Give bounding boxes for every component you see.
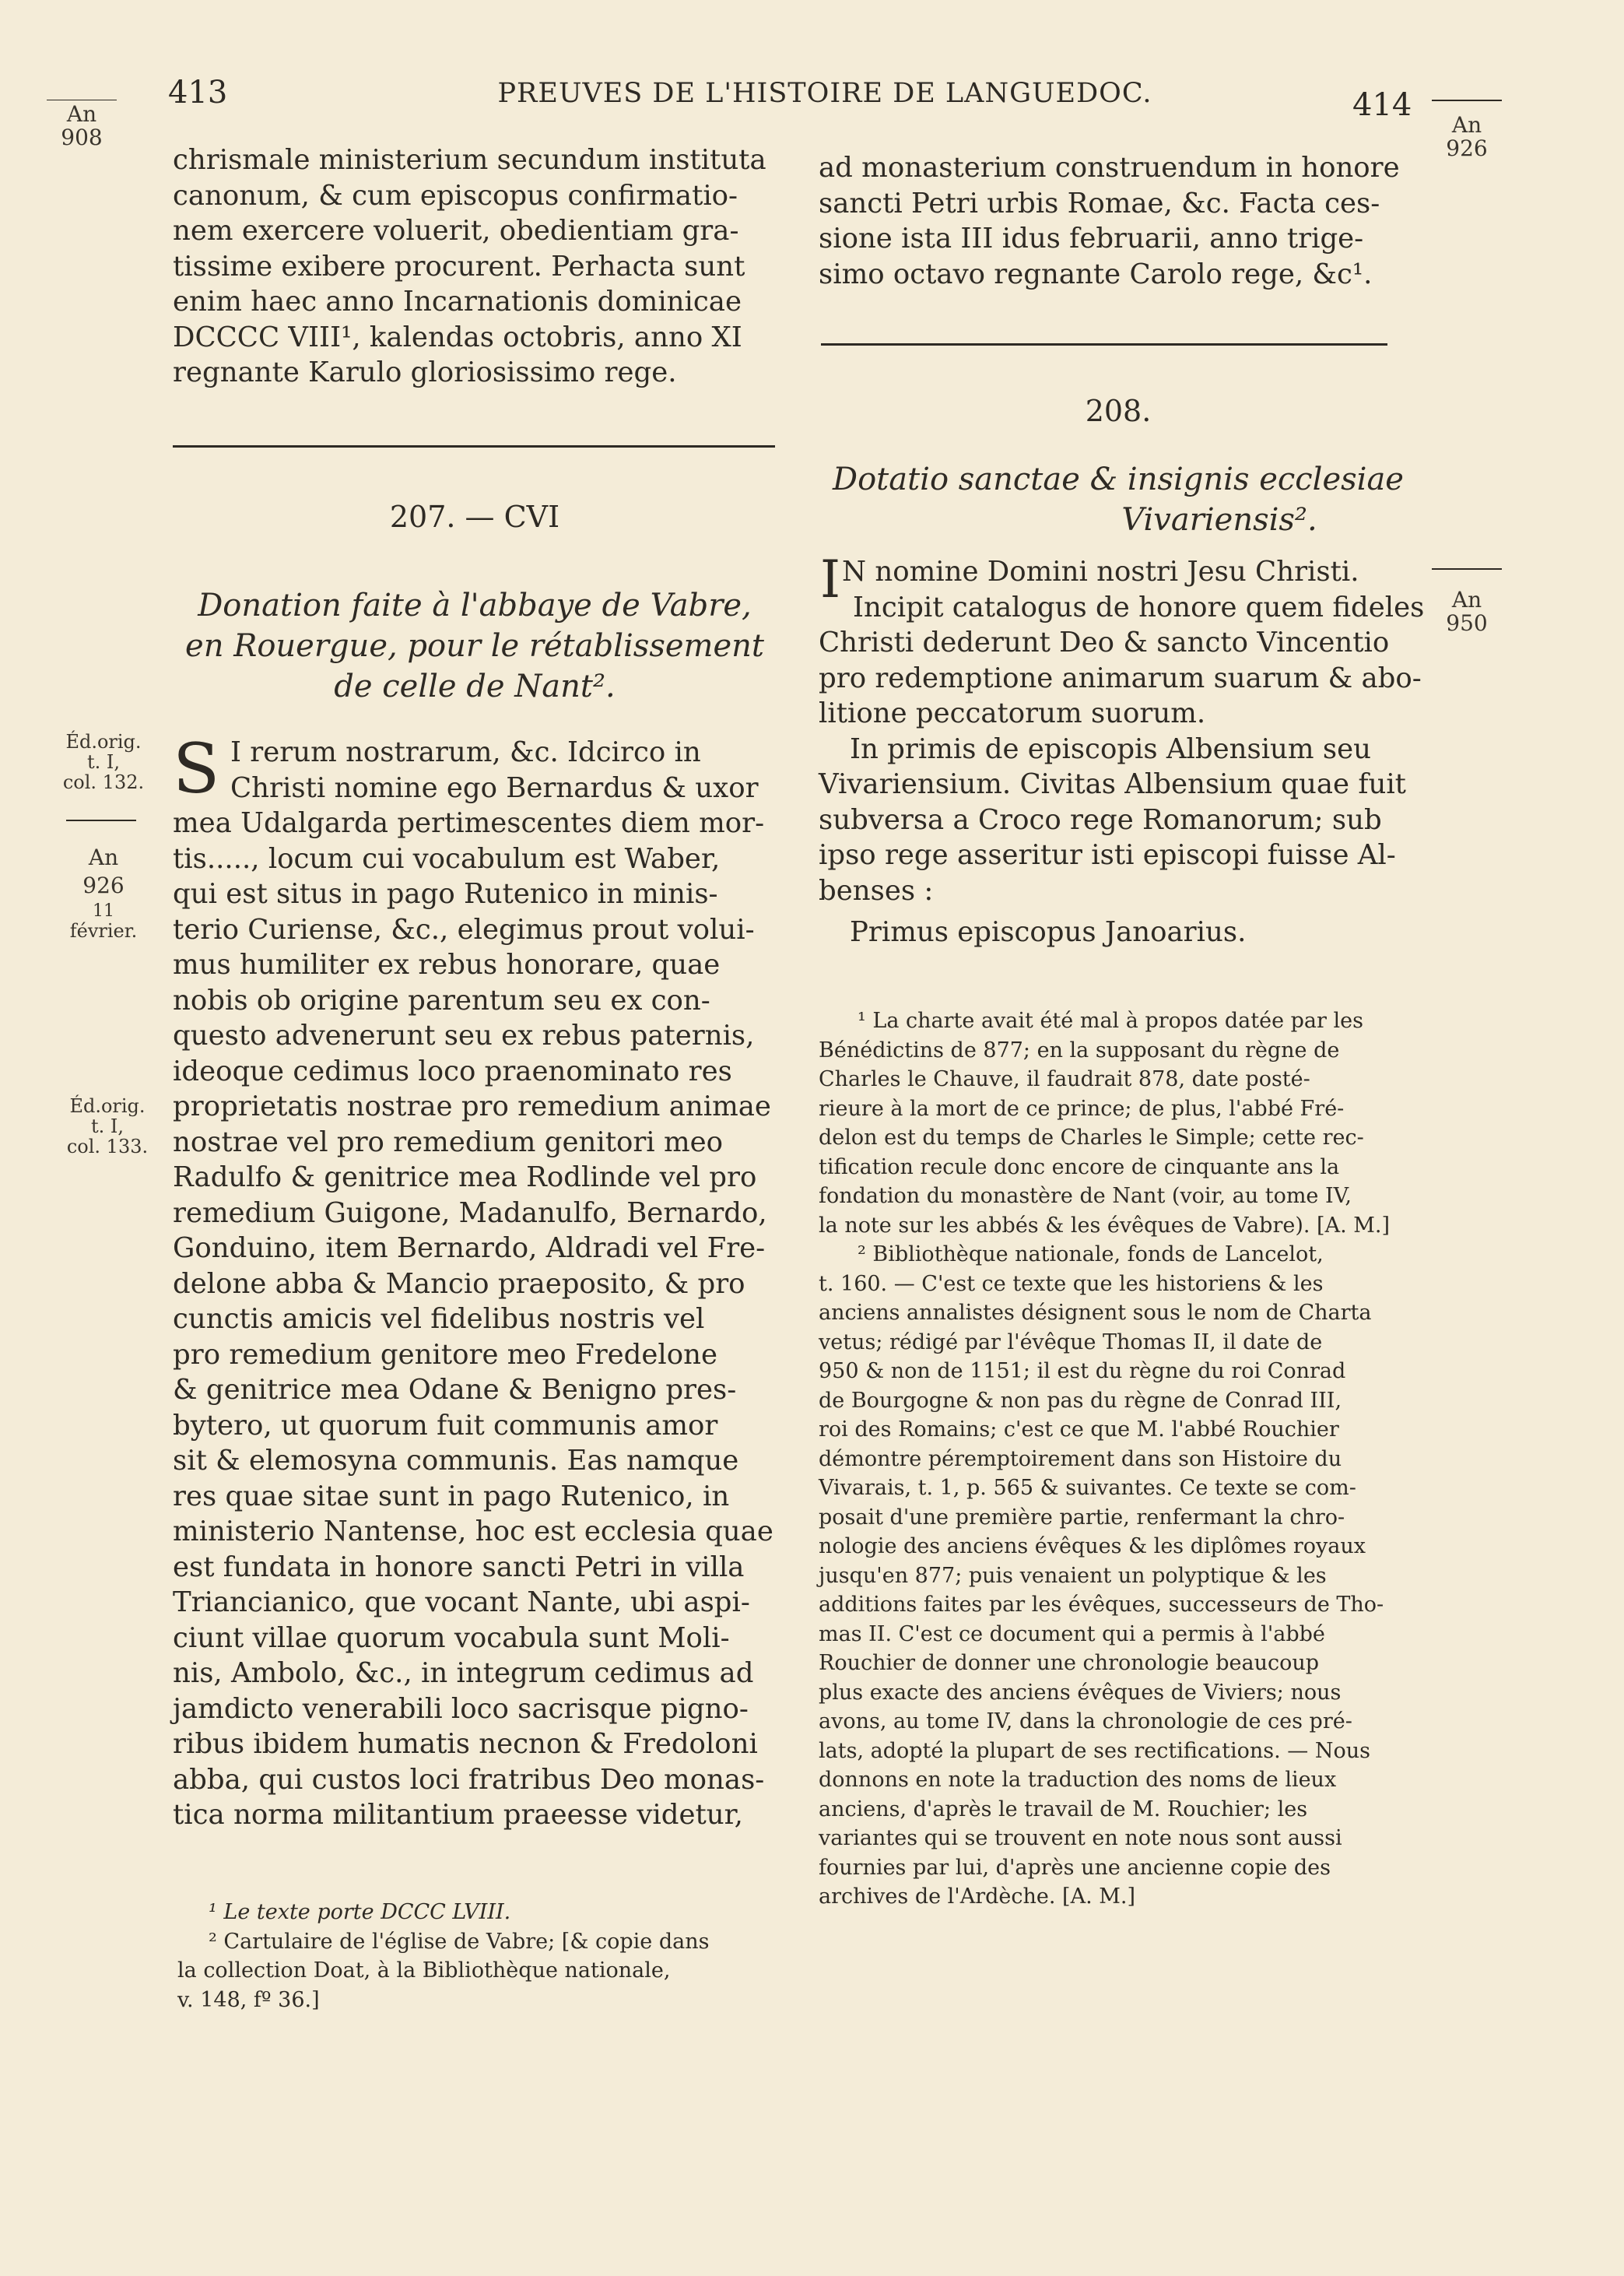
text-line: nis, Ambolo, &c., in integrum cedimus ad: [173, 1657, 754, 1689]
margin-an-label: An: [88, 845, 119, 870]
text-line: DCCCC VIII¹, kalendas octobris, anno XI: [173, 321, 742, 353]
margin-year: 950: [1446, 610, 1488, 636]
text-line: & genitrice mea Odane & Benigno pres-: [173, 1374, 737, 1406]
footnote-line: additions faites par les évêques, successeurs de Tho-: [819, 1593, 1384, 1617]
footnote-line: mas II. C'est ce document qui a permis à l'abbé: [819, 1621, 1325, 1646]
text-line: ad monasterium construendum in honore: [819, 152, 1400, 184]
text-line: tissime exibere procurent. Perhacta sunt: [173, 250, 745, 283]
margin-an-label: An: [1451, 112, 1482, 138]
left-intro-text: [173, 142, 777, 391]
footnote-line: variantes qui se trouvent en note nous sont aussi: [819, 1826, 1342, 1850]
title-line: Dotatio sanctae & insignis ecclesiae: [833, 462, 1404, 497]
text-line: I rerum nostrarum, &c. Idcirco in: [230, 736, 701, 768]
footnote-line: v. 148, fº 36.]: [177, 1987, 320, 2012]
text-line: enim haec anno Incarnationis dominicae: [173, 286, 742, 318]
text-line: pro remedium genitore meo Fredelone: [173, 1338, 718, 1371]
text-line: sit & elemosyna communis. Eas namque: [173, 1445, 739, 1477]
title-line: Donation faite à l'abbaye de Vabre,: [198, 588, 752, 623]
margin-edition-ref-2: [61, 1096, 154, 1157]
footnote-line: ² Bibliothèque nationale, fonds de Lancelot,: [858, 1242, 1324, 1266]
footnote-line: avons, au tome IV, dans la chronologie de ces pré-: [819, 1709, 1352, 1733]
title-line: Vivariensis².: [1121, 502, 1317, 538]
text-line: ministerio Nantense, hoc est ecclesia quae: [173, 1516, 773, 1547]
text-line: tis....., locum cui vocabulum est Waber,: [173, 842, 721, 875]
margin-ed-line: t. I,: [90, 1115, 124, 1137]
footnote-line: anciens, d'après le travail de M. Rouchier; les: [819, 1797, 1308, 1821]
footnote-line: Bénédictins de 877; en la supposant du règne de: [819, 1038, 1340, 1062]
margin-an-label: An: [1451, 587, 1482, 613]
margin-rule-right-top: [1432, 100, 1502, 101]
text-line: N nomine Domini nostri Jesu Christi.: [842, 556, 1359, 588]
left-page-number: 413: [168, 75, 228, 111]
text-line: sancti Petri urbis Romae, &c. Facta ces-: [819, 187, 1380, 220]
text-line: jamdicto venerabili loco sacrisque pigno-: [173, 1692, 749, 1725]
footnote-line: 950 & non de 1151; il est du règne du roi Conrad: [819, 1359, 1346, 1383]
section-divider-left: [173, 445, 775, 448]
text-line: Triancianico, que vocant Nante, ubi aspi-: [173, 1586, 750, 1618]
text-line: nem exercere voluerit, obedientiam gra-: [173, 215, 739, 247]
footnote-line: la note sur les abbés & les évêques de Vabre). [A. M.]: [819, 1213, 1390, 1238]
footnote-line: archives de l'Ardèche. [A. M.]: [819, 1884, 1136, 1909]
text-line: questo advenerunt seu ex rebus paternis,: [173, 1020, 755, 1052]
right-page-number: 414: [1352, 87, 1412, 123]
margin-year-left-top: [47, 103, 117, 149]
text-line: est fundata in honore sancti Petri in villa: [173, 1551, 745, 1583]
text-line: ideoque cedimus loco praenominato res: [173, 1055, 732, 1087]
footnote-line: ¹ Le texte porte DCCC LVIII.: [209, 1900, 511, 1924]
footnote-line: anciens annalistes désignent sous le nom de Charta: [819, 1301, 1372, 1325]
footnote-line: plus exacte des anciens évêques de Viviers; nous: [819, 1680, 1342, 1705]
margin-year-right-top: [1432, 114, 1502, 160]
text-line: litione peccatorum suorum.: [819, 697, 1206, 729]
margin-year: 926: [1446, 135, 1488, 161]
left-body-text: [173, 729, 777, 1833]
text-line: nostrae vel pro remedium genitori meo: [173, 1126, 723, 1158]
document-title-207: [173, 585, 777, 707]
footnote-line: jusqu'en 877; puis venaient un polyptique & les: [819, 1563, 1327, 1588]
margin-an-label: An: [66, 101, 97, 127]
text-line: simo octavo regnante Carolo rege, &c¹.: [819, 258, 1373, 290]
right-intro-text: [819, 150, 1418, 292]
footnote-line: delon est du temps de Charles le Simple; cette rec-: [819, 1126, 1364, 1150]
text-line: qui est situs in pago Rutenico in minis-: [173, 878, 718, 910]
text-line: bytero, ut quorum fuit communis amor: [173, 1409, 718, 1442]
margin-year-left-926: [61, 846, 146, 941]
footnote-line: vetus; rédigé par l'évêque Thomas II, il date de: [819, 1329, 1323, 1354]
text-line: res quae sitae sunt in pago Rutenico, in: [173, 1480, 730, 1512]
text-line: Gonduino, item Bernardo, Aldradi vel Fre-: [173, 1232, 766, 1264]
footnote-line: Charles le Chauve, il faudrait 878, date posté-: [819, 1067, 1310, 1091]
margin-ed-line: Éd.orig.: [69, 1095, 146, 1117]
text-line: chrismale ministerium secundum instituta: [173, 144, 766, 176]
footnote-line: la collection Doat, à la Bibliothèque nationale,: [177, 1958, 671, 1983]
margin-month: février.: [69, 920, 138, 942]
section-divider-right: [821, 343, 1387, 346]
dropcap-s: S: [173, 729, 220, 809]
footnote-line: Vivarais, t. 1, p. 565 & suivantes. Ce texte se com-: [819, 1476, 1356, 1500]
right-footnotes: [819, 1006, 1418, 1912]
footnote-line: nologie des anciens évêques & les diplômes royaux: [819, 1534, 1366, 1558]
title-line: en Rouergue, pour le rétablissement: [185, 628, 764, 664]
text-line: remedium Guigone, Madanulfo, Bernardo,: [173, 1196, 767, 1229]
text-line: canonum, & cum episcopus confirmatio-: [173, 179, 738, 212]
text-line: benses :: [819, 874, 934, 907]
footnote-line: fondation du monastère de Nant (voir, au tome IV,: [819, 1184, 1352, 1208]
footnote-line: de Bourgogne & non pas du règne de Conrad III,: [819, 1388, 1342, 1413]
footnote-line: t. 160. — C'est ce texte que les historiens & les: [819, 1271, 1324, 1296]
footnote-line: ² Cartulaire de l'église de Vabre; [& copie dans: [209, 1929, 710, 1954]
dropcap-i: I: [820, 550, 841, 609]
text-line: delone abba & Mancio praeposito, & pro: [173, 1267, 745, 1300]
document-number-207: 207. — CVI: [389, 500, 560, 534]
footnote-line: fournies par lui, d'après une ancienne copie des: [819, 1855, 1331, 1880]
text-line: mea Udalgarda pertimescentes diem mor-: [173, 807, 765, 839]
text-line: subversa a Croco rege Romanorum; sub: [819, 803, 1382, 836]
text-line: proprietatis nostrae pro remedium animae: [173, 1091, 771, 1122]
margin-ed-line: t. I,: [86, 751, 120, 773]
footnote-line: posait d'une première partie, renfermant la chro-: [819, 1505, 1345, 1530]
text-line: Christi dederunt Deo & sancto Vincentio: [819, 627, 1390, 659]
text-line: tica norma militantium praeesse videtur,: [173, 1799, 743, 1831]
text-line: nobis ob origine parentum seu ex con-: [173, 984, 710, 1017]
title-line: de celle de Nant².: [334, 669, 616, 704]
text-line: pro redemptione animarum suarum & abo-: [819, 662, 1422, 694]
footnote-line: donnons en note la traduction des noms de lieux: [819, 1768, 1337, 1792]
margin-year-right-950: [1432, 588, 1502, 635]
margin-rule-left-mid: [66, 820, 136, 821]
right-body-text: [819, 550, 1425, 950]
footnote-line: ¹ La charte avait été mal à propos datée par les: [858, 1009, 1363, 1033]
text-line: mus humiliter ex rebus honorare, quae: [173, 949, 721, 981]
text-line: Incipit catalogus de honore quem fideles: [853, 591, 1425, 623]
margin-ed-line: col. 132.: [62, 771, 145, 793]
text-line: In primis de episcopis Albensium seu: [850, 732, 1371, 765]
running-title: PREUVES DE L'HISTOIRE DE LANGUEDOC.: [497, 78, 1152, 109]
document-title-208: [819, 459, 1418, 540]
margin-ed-line: Éd.orig.: [65, 731, 142, 753]
text-line: Vivariensium. Civitas Albensium quae fuit: [819, 768, 1406, 800]
document-number-208: 208.: [1085, 394, 1152, 428]
margin-day: 11: [93, 901, 114, 921]
footnote-line: Rouchier de donner une chronologie beaucoup: [819, 1651, 1320, 1675]
footnote-line: roi des Romains; c'est ce que M. l'abbé Rouchier: [819, 1417, 1339, 1442]
margin-rule-right-mid: [1432, 568, 1502, 570]
footnote-line: rieure à la mort de ce prince; de plus, l'abbé Fré-: [819, 1096, 1345, 1121]
text-line: Christi nomine ego Bernardus & uxor: [230, 771, 759, 804]
margin-year: 926: [82, 873, 125, 898]
text-line: ribus ibidem humatis necnon & Fredoloni: [173, 1728, 758, 1760]
footnote-line: tification recule donc encore de cinquante ans la: [819, 1154, 1340, 1179]
text-line: regnante Karulo gloriosissimo rege.: [173, 357, 677, 388]
footnote-line: lats, adopté la plupart de ses rectifications. — Nous: [819, 1738, 1370, 1763]
text-line: sione ista III idus februarii, anno trige-: [819, 223, 1364, 255]
text-line: terio Curiense, &c., elegimus prout volui-: [173, 913, 755, 946]
text-line: abba, qui custos loci fratribus Deo monas-: [173, 1763, 765, 1796]
text-line: ciunt villae quorum vocabula sunt Moli-: [173, 1621, 730, 1654]
text-line: Radulfo & genitrice mea Rodlinde vel pro: [173, 1161, 757, 1193]
footnote-line: démontre péremptoirement dans son Histoire du: [819, 1446, 1342, 1471]
margin-ed-line: col. 133.: [66, 1136, 149, 1157]
left-footnotes: [177, 1898, 778, 2014]
margin-edition-ref-1: [61, 732, 146, 792]
text-line: ipso rege asseritur isti episcopi fuisse Al-: [819, 839, 1396, 871]
margin-year: 908: [61, 125, 103, 150]
text-line: cunctis amicis vel fidelibus nostris vel: [173, 1303, 705, 1335]
text-line: Primus episcopus Janoarius.: [850, 916, 1247, 948]
